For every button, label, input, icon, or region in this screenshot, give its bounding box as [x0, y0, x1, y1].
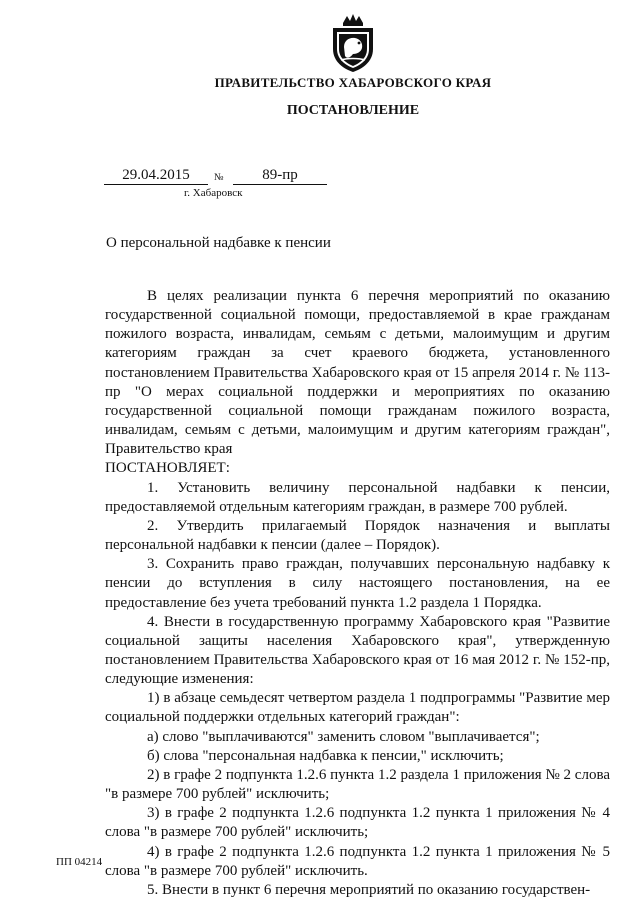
clause-4-item-1a: а) слово "выплачиваются" заменить словом "выплачивается"; [147, 728, 540, 745]
decree-date: 29.04.2015 [104, 166, 208, 185]
decree-title: ПОСТАНОВЛЕНИЕ [286, 103, 420, 118]
government-name: ПРАВИТЕЛЬСТВО ХАБАРОВСКОГО КРАЯ [214, 75, 492, 90]
city: г. Хабаровск [184, 187, 243, 199]
clause-1: 1. Установить величину персональной надбавки к пенсии, предоставляемой отдельным категориям граждан, в размере 700 рублей. [105, 479, 610, 515]
document-code: ПП 04214 [56, 856, 103, 868]
coat-of-arms-icon [329, 13, 377, 73]
clause-4-item-1: 1) в абзаце семьдесят четвертом раздела 1 подпрограммы "Развитие мер социальной поддержки отдельных категорий граждан": [105, 690, 610, 726]
clause-3: 3. Сохранить право граждан, получавших персональную надбавку к пенсии до вступления в силу настоящего постановления, на ее предоставление без учета требований пункта 1.2 раздела 1 Порядка. [105, 556, 610, 611]
clause-5: 5. Внести в пункт 6 перечня мероприятий по оказанию государствен- [147, 881, 591, 898]
decree-number: 89-пр [233, 166, 327, 185]
preamble-paragraph: В целях реализации пункта 6 перечня мероприятий по оказанию государственной социальной помощи, предоставляемой в крае гражданам пожилого возраста, инвалидам, семьям с детьми, малоимущим и другим категориям граждан за счет краевого бюджета, установленного постановлением Правительства Хабаровского края от 15 апреля 2014 г. № 113-пр "О мерах социальной поддержки и мероприятиях по оказанию государственной социальной помощи гражданам пожилого возраста, инвалидам, семьям с детьми, малоимущим и другим категориям граждан", Правительство края [105, 288, 610, 458]
clause-4: 4. Внести в государственную программу Хабаровского края "Развитие социальной защиты населения Хабаровского края", утвержденную постановлением Правительства Хабаровского края от 16 мая 2012 г. № 152-пр, следующие изменения: [105, 613, 610, 688]
clause-4-item-1b: б) слова "персональная надбавка к пенсии," исключить; [147, 747, 504, 764]
clause-4-item-4: 4) в графе 2 подпункта 1.2.6 подпункта 1.2 пункта 1 приложения № 5 слова "в размере 700 рублей" исключить. [105, 843, 610, 879]
decree-body [105, 287, 610, 900]
resolves-heading: ПОСТАНОВЛЯЕТ: [105, 460, 230, 477]
clause-4-item-2: 2) в графе 2 подпункта 1.2.6 пункта 1.2 раздела 1 приложения № 2 слова "в размере 700 рублей" исключить; [105, 766, 610, 803]
clause-4-item-3: 3) в графе 2 подпункта 1.2.6 подпункта 1.2 пункта 1 приложения № 4 слова "в размере 700 рублей" исключить; [105, 805, 610, 841]
number-sign: № [214, 172, 224, 183]
decree-subject: О персональной надбавке к пенсии [106, 235, 331, 251]
clause-2: 2. Утвердить прилагаемый Порядок назначения и выплаты персональной надбавки к пенсии (далее – Порядок). [105, 517, 610, 554]
